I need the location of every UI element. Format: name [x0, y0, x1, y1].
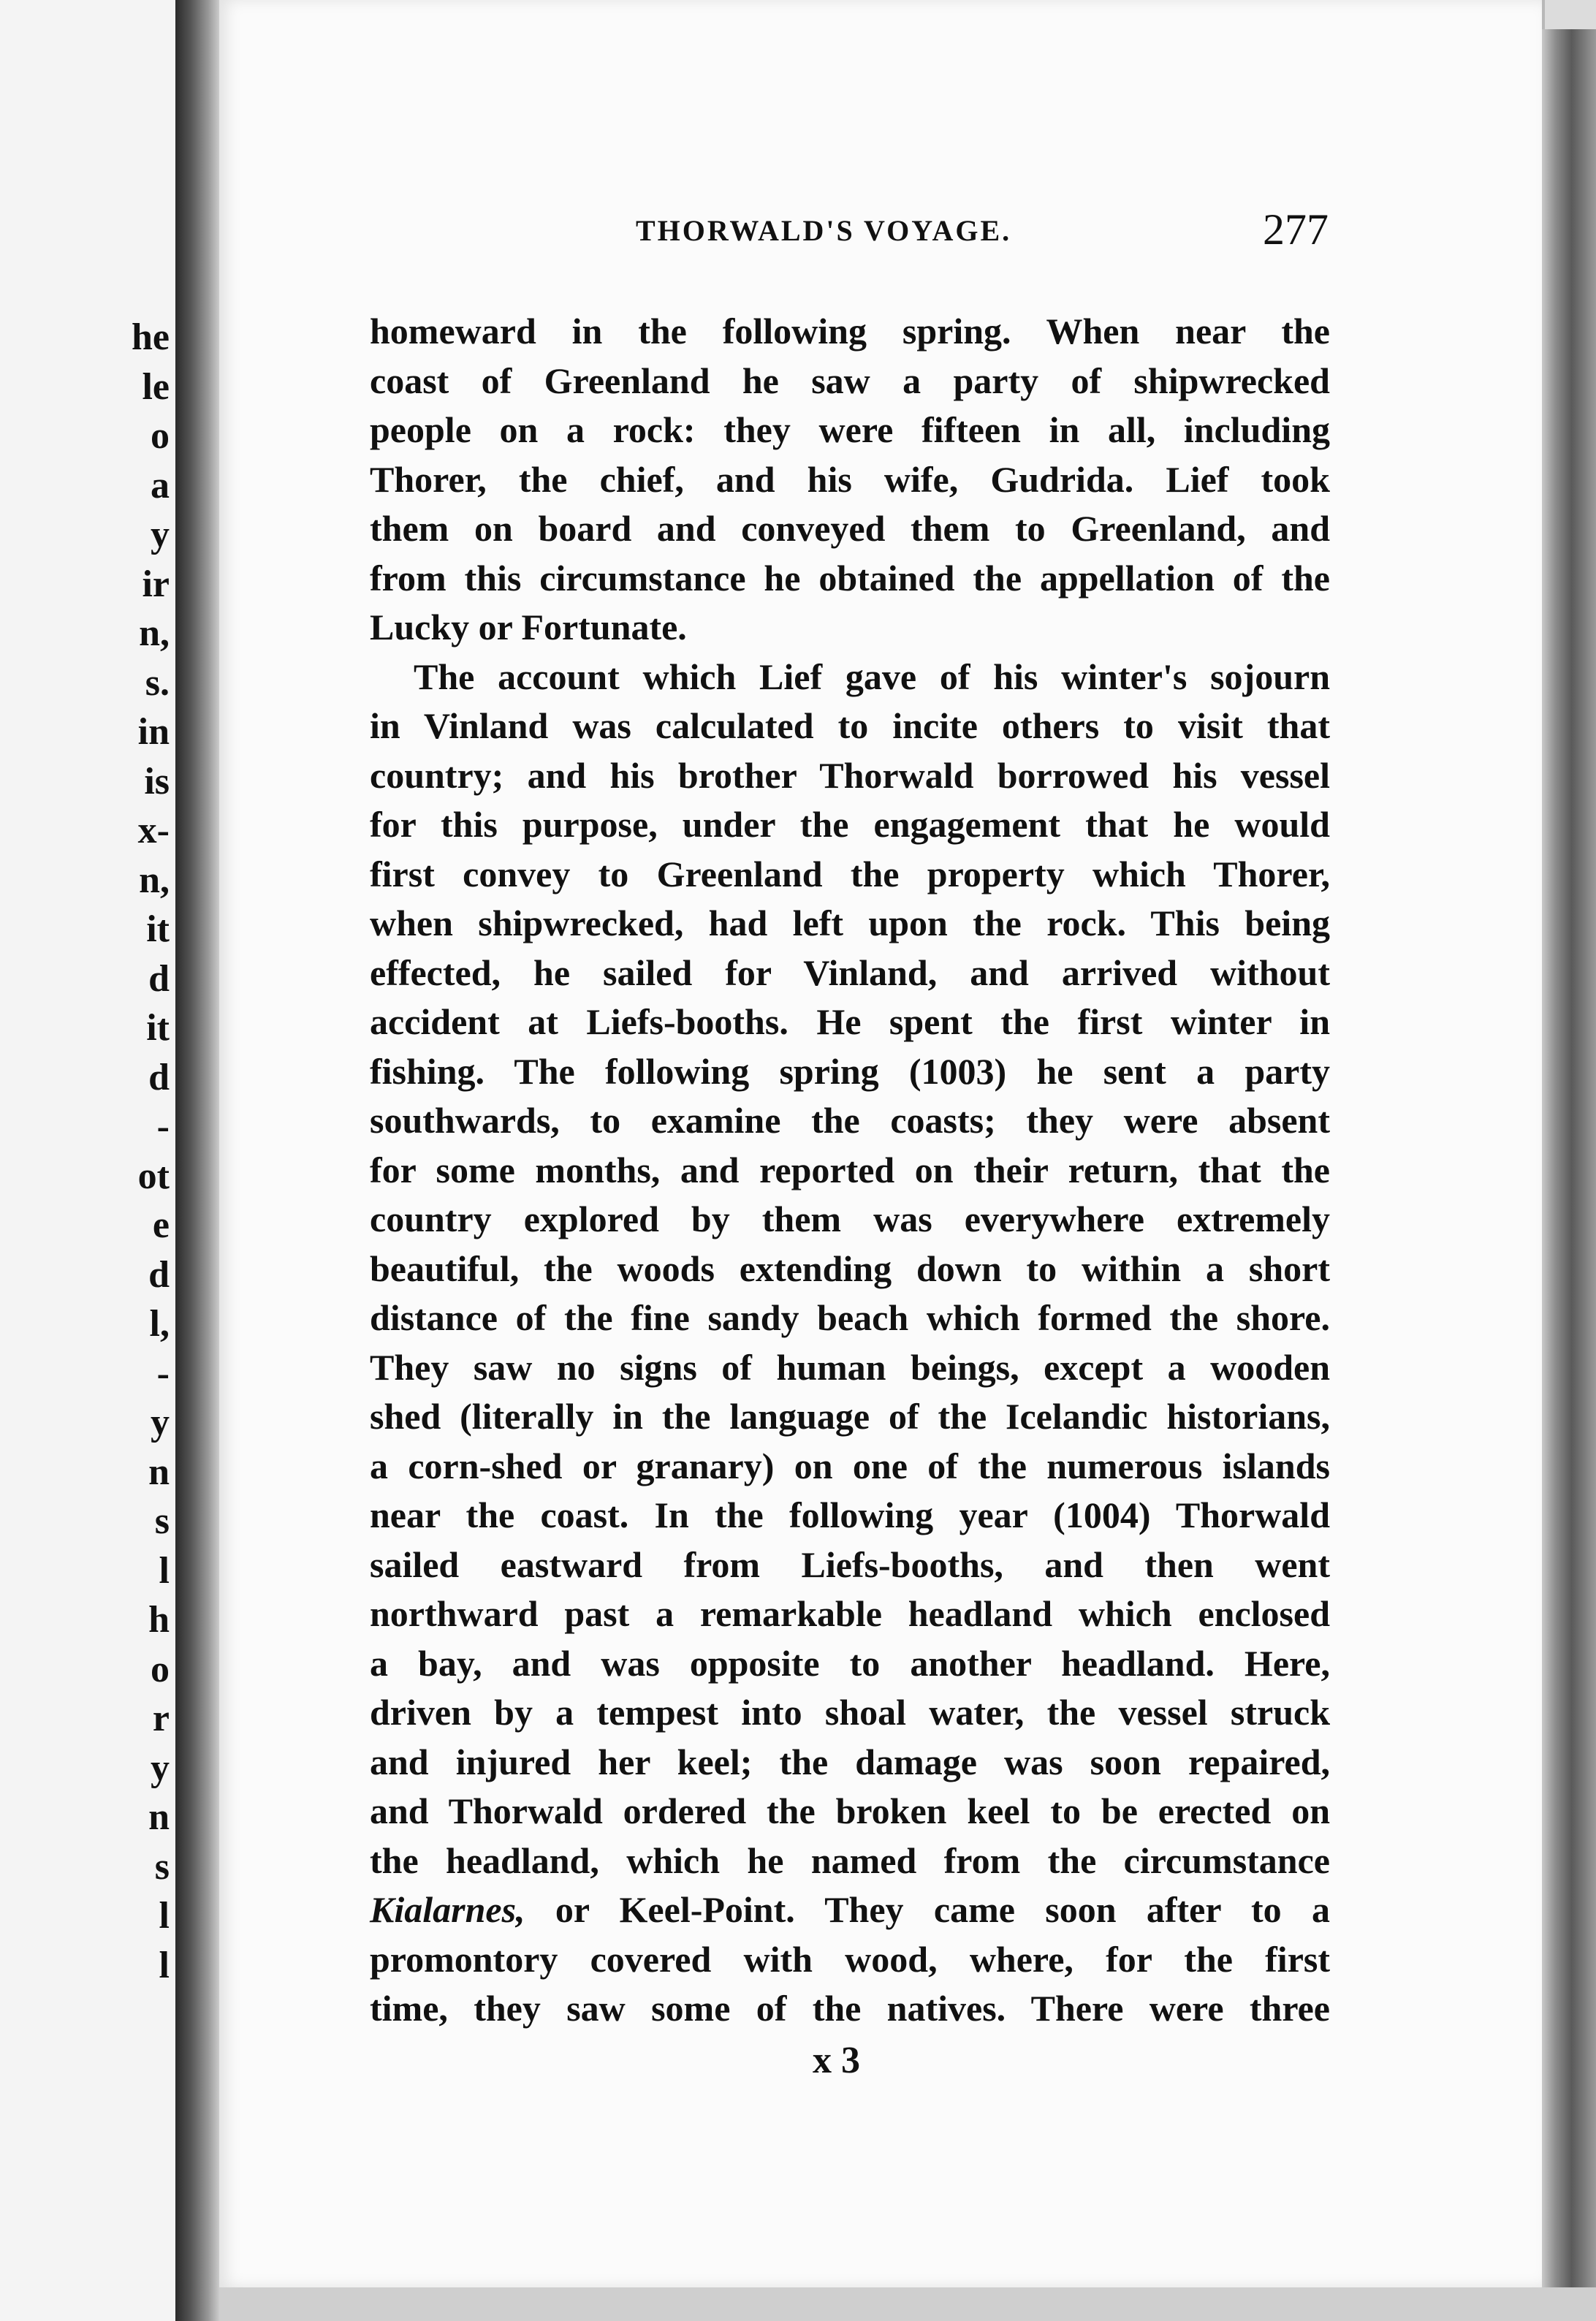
left-fragment: s.	[145, 661, 170, 704]
left-fragment: e	[152, 1204, 170, 1246]
text-line: northward past a remarkable headland which enclosed	[370, 1593, 1330, 1634]
left-fragment: y	[151, 1402, 170, 1443]
left-fragment: le	[142, 365, 170, 408]
text-line: accident at Liefs-booths. He spent the first winter in	[370, 1001, 1330, 1042]
left-fragment: d	[148, 957, 170, 1000]
left-fragment: n	[148, 1796, 170, 1838]
left-fragment: l	[159, 1944, 170, 1986]
left-fragment: in	[137, 711, 170, 753]
left-fragment: n	[148, 1451, 170, 1493]
text-line: near the coast. In the following year (1004) Thorwald	[370, 1494, 1330, 1535]
left-fragment: l	[159, 1895, 170, 1937]
text-line: The account which Lief gave of his winter's sojourn	[414, 656, 1330, 697]
text-line	[370, 1885, 1330, 1935]
text-line: effected, he sailed for Vinland, and arrived without	[370, 951, 1330, 993]
text-line: people on a rock: they were fifteen in all, including	[370, 409, 1330, 450]
text-line: a bay, and was opposite to another headland. Here,	[370, 1642, 1330, 1684]
text-line: They saw no signs of human beings, except a wooden	[370, 1346, 1330, 1388]
text-line: fishing. The following spring (1003) he sent a party	[370, 1050, 1330, 1092]
running-head: THORWALD'S VOYAGE.	[636, 214, 1012, 247]
text-line: for this purpose, under the engagement that he would	[370, 804, 1330, 845]
previous-page-edge	[0, 0, 175, 2321]
left-fragment: d	[148, 1253, 170, 1296]
left-fragment: s	[154, 1845, 170, 1888]
text-line-rest: or Keel-Point. They came soon after to a	[525, 1889, 1330, 1930]
text-line: and Thorwald ordered the broken keel to be erected on	[370, 1790, 1330, 1831]
left-fragment: r	[152, 1698, 170, 1739]
left-fragment: -	[156, 1106, 170, 1147]
left-fragment: n,	[139, 859, 170, 901]
left-fragment: d	[148, 1056, 170, 1098]
text-line: a corn-shed or granary) on one of the numerous islands	[370, 1445, 1330, 1486]
text-line: in Vinland was calculated to incite others to visit that	[370, 705, 1330, 746]
text-line: beautiful, the woods extending down to within a short	[370, 1247, 1330, 1289]
left-fragment: o	[151, 1648, 170, 1690]
text-line: distance of the fine sandy beach which formed the shore.	[370, 1297, 1330, 1338]
text-line: first convey to Greenland the property which Thorer,	[370, 853, 1330, 894]
text-line: shed (literally in the language of the Icelandic historians,	[370, 1396, 1330, 1437]
left-fragment: ot	[137, 1155, 170, 1197]
left-fragment: -	[156, 1352, 170, 1394]
text-line: from this circumstance he obtained the appellation of the	[370, 557, 1330, 599]
text-line: southwards, to examine the coasts; they were absent	[370, 1100, 1330, 1141]
left-fragment: it	[146, 908, 170, 950]
previous-page-text-fragments	[132, 313, 170, 1990]
left-fragment: y	[151, 1747, 170, 1789]
text-line: Thorer, the chief, and his wife, Gudrida. Lief took	[370, 458, 1330, 500]
text-line: for some months, and reported on their return, that the	[370, 1149, 1330, 1190]
left-fragment: is	[144, 760, 170, 802]
page-bottom-edge	[219, 2287, 1596, 2321]
text-line: driven by a tempest into shoal water, the vessel struck	[370, 1692, 1330, 1733]
signature-mark: x 3	[813, 2040, 860, 2081]
left-fragment: l	[159, 1549, 170, 1592]
left-fragment: a	[151, 464, 170, 506]
text-line: the headland, which he named from the circumstance	[370, 1839, 1330, 1881]
left-fragment: it	[146, 1007, 170, 1049]
text-line: coast of Greenland he saw a party of shipwrecked	[370, 360, 1330, 401]
left-fragment: he	[132, 316, 170, 358]
text-line: homeward in the following spring. When near the	[370, 311, 1330, 352]
left-fragment: ir	[142, 563, 170, 605]
left-fragment: s	[154, 1500, 170, 1542]
text-line: Lucky or Fortunate.	[370, 607, 687, 647]
body-text	[370, 307, 1330, 2034]
text-line: them on board and conveyed them to Greenland, and	[370, 508, 1330, 549]
left-fragment: l,	[149, 1303, 170, 1345]
italic-term: Kialarnes,	[370, 1889, 525, 1930]
text-line: sailed eastward from Liefs-booths, and then went	[370, 1543, 1330, 1585]
text-line: when shipwrecked, had left upon the rock. This being	[370, 903, 1330, 943]
left-fragment: o	[151, 415, 170, 457]
text-line: country explored by them was everywhere extremely	[370, 1199, 1330, 1239]
text-line: country; and his brother Thorwald borrowed his vessel	[370, 754, 1330, 796]
text-line: promontory covered with wood, where, for the first	[370, 1938, 1330, 1980]
left-fragment: y	[151, 514, 170, 555]
page-number: 277	[1263, 205, 1329, 254]
left-fragment: x-	[137, 810, 170, 851]
left-fragment: h	[148, 1599, 170, 1641]
text-line: time, they saw some of the natives. There were three	[370, 1988, 1330, 2029]
left-fragment: n,	[139, 612, 170, 654]
page-stack-edge	[1542, 29, 1596, 2321]
text-line: and injured her keel; the damage was soon repaired,	[370, 1741, 1330, 1782]
